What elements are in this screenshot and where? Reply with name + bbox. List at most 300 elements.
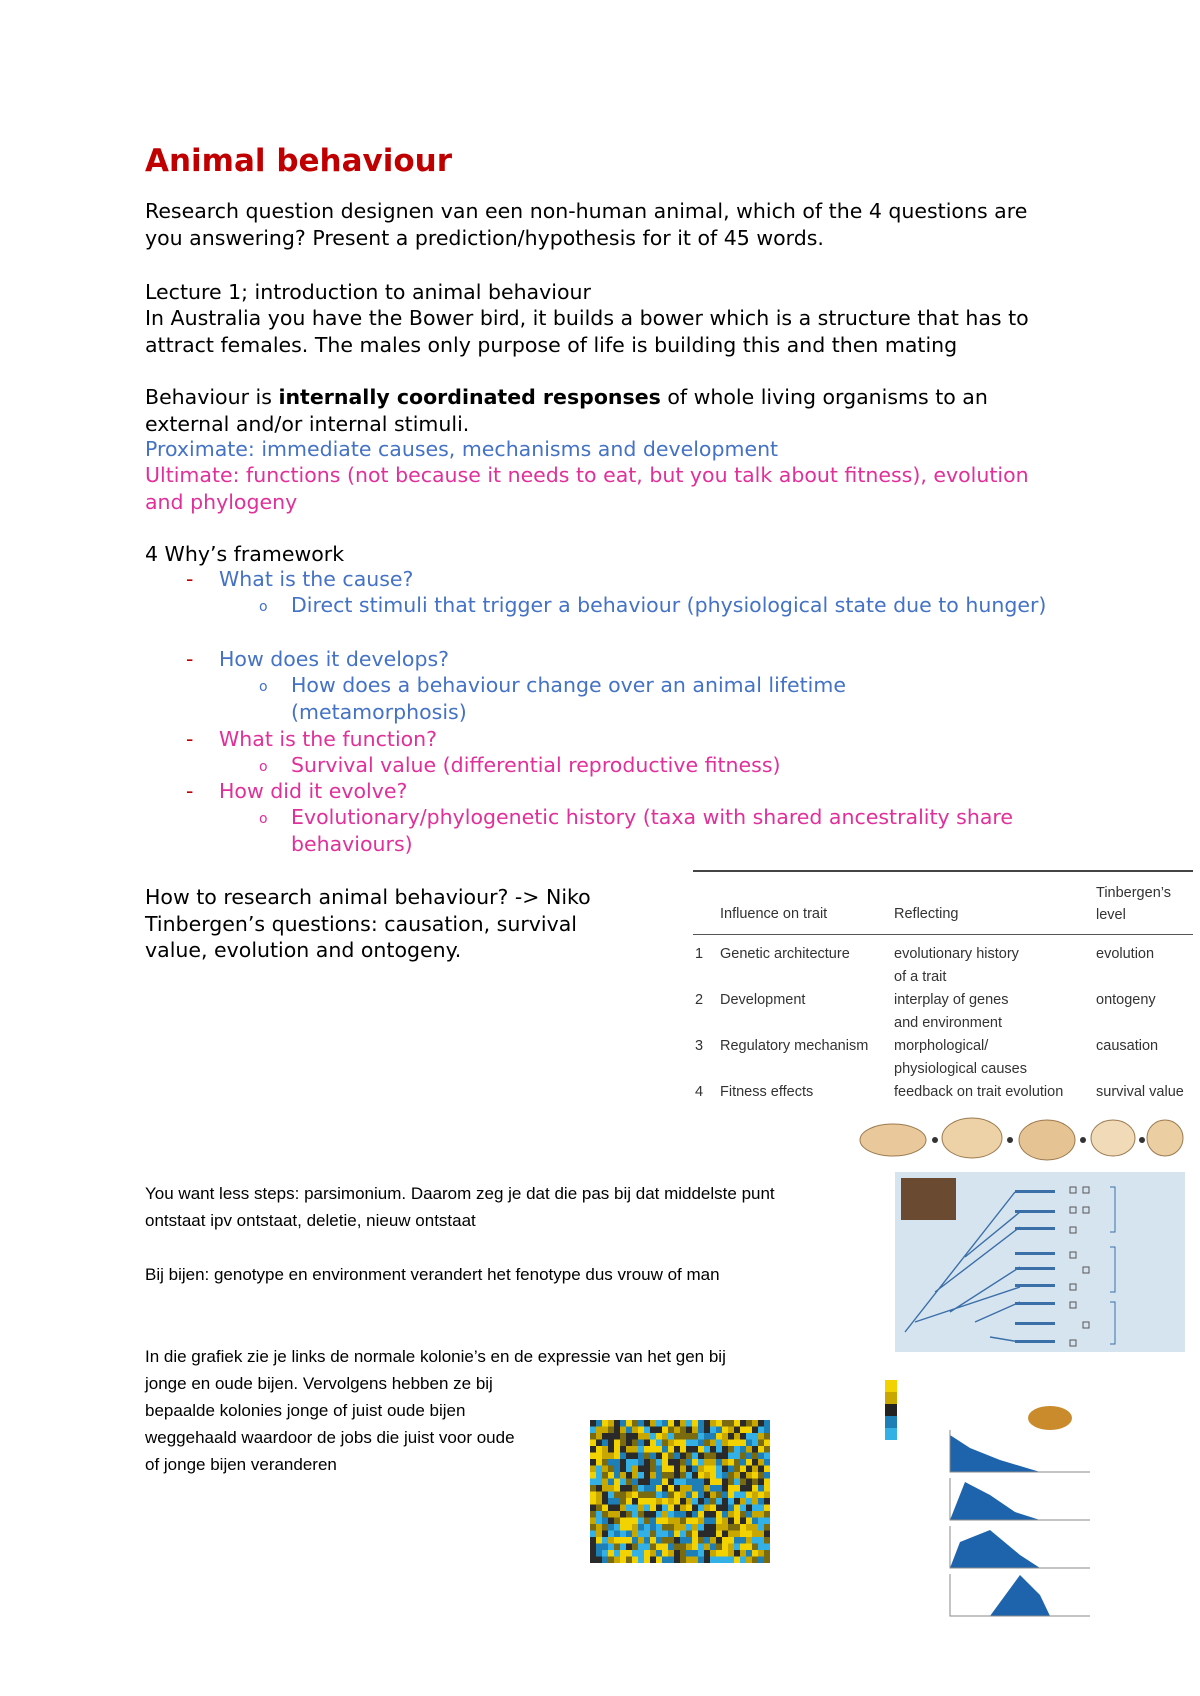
heatmap-cell: [626, 1518, 632, 1525]
heatmap-cell: [746, 1427, 752, 1434]
heatmap-cell: [740, 1459, 746, 1466]
heatmap-cell: [752, 1492, 758, 1499]
heatmap-cell: [734, 1492, 740, 1499]
heatmap-cell: [710, 1518, 716, 1525]
heatmap-cell: [746, 1511, 752, 1518]
heatmap-cell: [638, 1537, 644, 1544]
heatmap-cell: [656, 1466, 662, 1473]
heatmap-cell: [608, 1446, 614, 1453]
heatmap-cell: [680, 1544, 686, 1551]
heatmap-cell: [710, 1544, 716, 1551]
heatmap-cell: [656, 1446, 662, 1453]
heatmap-cell: [722, 1420, 728, 1427]
heatmap-cell: [602, 1557, 608, 1564]
heatmap-cell: [614, 1498, 620, 1505]
heatmap-cell: [680, 1511, 686, 1518]
heatmap-figure: [530, 1380, 930, 1580]
heatmap-cell: [752, 1420, 758, 1427]
heatmap-cell: [632, 1544, 638, 1551]
heatmap-cell: [602, 1472, 608, 1479]
heatmap-cell: [758, 1531, 764, 1538]
heatmap-cell: [698, 1485, 704, 1492]
heatmap-cell: [626, 1498, 632, 1505]
heatmap-cell: [722, 1479, 728, 1486]
heatmap-cell: [668, 1557, 674, 1564]
framework-a1: Direct stimuli that trigger a behaviour (physiological state due to hunger): [291, 593, 1047, 617]
heatmap-cell: [746, 1472, 752, 1479]
heatmap-cell: [698, 1459, 704, 1466]
heatmap-cell: [638, 1433, 644, 1440]
dash-marker: -: [186, 779, 194, 803]
heatmap-cell: [764, 1505, 770, 1512]
heatmap-cell: [710, 1459, 716, 1466]
heatmap-cell: [740, 1537, 746, 1544]
heatmap-cell: [614, 1453, 620, 1460]
heatmap-cell: [602, 1427, 608, 1434]
heatmap-cell: [704, 1524, 710, 1531]
heatmap-cell: [626, 1505, 632, 1512]
heatmap-cell: [590, 1453, 596, 1460]
heatmap-cell: [746, 1453, 752, 1460]
heatmap-cell: [728, 1459, 734, 1466]
heatmap-cell: [758, 1518, 764, 1525]
heatmap-cell: [752, 1557, 758, 1564]
heatmap-cell: [764, 1459, 770, 1466]
heatmap-cell: [692, 1557, 698, 1564]
heatmap-cell: [656, 1479, 662, 1486]
heatmap-cell: [710, 1433, 716, 1440]
graph-note-rest: jonge en oude bijen. Vervolgens hebben ze bij bepaalde kolonies jonge of juist oude bijen weggehaald waardoor de jobs die juist voor oude of jonge bijen veranderen: [145, 1374, 515, 1474]
heatmap-cell: [740, 1420, 746, 1427]
heatmap-cell: [740, 1440, 746, 1447]
heatmap-cell: [758, 1550, 764, 1557]
heatmap-cell: [596, 1446, 602, 1453]
heatmap-cell: [608, 1505, 614, 1512]
heatmap-cell: [596, 1557, 602, 1564]
heatmap-cell: [614, 1537, 620, 1544]
heatmap-cell: [752, 1524, 758, 1531]
heatmap-cell: [704, 1472, 710, 1479]
heatmap-cell: [746, 1531, 752, 1538]
heatmap-cell: [698, 1479, 704, 1486]
heatmap-cell: [656, 1518, 662, 1525]
heatmap-cell: [692, 1427, 698, 1434]
heatmap-cell: [704, 1446, 710, 1453]
heatmap-cell: [614, 1472, 620, 1479]
heatmap-cell: [692, 1420, 698, 1427]
heatmap-cell: [662, 1531, 668, 1538]
heatmap-cell: [734, 1427, 740, 1434]
heatmap-cell: [680, 1440, 686, 1447]
heatmap-cell: [674, 1544, 680, 1551]
heatmap-cell: [650, 1466, 656, 1473]
heatmap-cell: [722, 1466, 728, 1473]
heatmap-cell: [722, 1453, 728, 1460]
heatmap-cell: [662, 1544, 668, 1551]
heatmap-cell: [764, 1427, 770, 1434]
heatmap-cell: [650, 1459, 656, 1466]
heatmap-cell: [710, 1550, 716, 1557]
heatmap-cell: [722, 1498, 728, 1505]
heatmap-cell: [608, 1518, 614, 1525]
heatmap-cell: [704, 1433, 710, 1440]
heatmap-cell: [692, 1459, 698, 1466]
heatmap-cell: [752, 1446, 758, 1453]
heatmap-cell: [758, 1420, 764, 1427]
heatmap-cell: [752, 1518, 758, 1525]
heatmap-cell: [644, 1537, 650, 1544]
heatmap-cell: [692, 1498, 698, 1505]
heatmap-cell: [698, 1420, 704, 1427]
heatmap-cell: [692, 1433, 698, 1440]
heatmap-cell: [764, 1557, 770, 1564]
heatmap-cell: [608, 1544, 614, 1551]
heatmap-cell: [590, 1511, 596, 1518]
heatmap-cell: [668, 1427, 674, 1434]
heatmap-cell: [608, 1433, 614, 1440]
heatmap-cell: [716, 1518, 722, 1525]
heatmap-cell: [764, 1498, 770, 1505]
heatmap-cell: [590, 1440, 596, 1447]
heatmap-cell: [632, 1453, 638, 1460]
heatmap-cell: [752, 1550, 758, 1557]
heatmap-cell: [728, 1485, 734, 1492]
behaviour-definition: Behaviour is internally coordinated responses of whole living organisms to an external and/or internal stimuli.: [145, 385, 988, 436]
heatmap-cell: [692, 1550, 698, 1557]
heatmap-cell: [632, 1440, 638, 1447]
heatmap-cell: [590, 1466, 596, 1473]
heatmap-cell: [590, 1446, 596, 1453]
heatmap-cell: [686, 1498, 692, 1505]
heatmap-cell: [668, 1472, 674, 1479]
heatmap-cell: [710, 1472, 716, 1479]
heatmap-cell: [590, 1557, 596, 1564]
heatmap-cell: [674, 1537, 680, 1544]
heatmap-cell: [602, 1492, 608, 1499]
heatmap-cell: [710, 1492, 716, 1499]
heatmap-cell: [686, 1459, 692, 1466]
heatmap-cell: [608, 1472, 614, 1479]
heatmap-cell: [644, 1557, 650, 1564]
heatmap-cell: [590, 1498, 596, 1505]
heatmap-cell: [674, 1505, 680, 1512]
heatmap-cell: [734, 1466, 740, 1473]
heatmap-cell: [674, 1459, 680, 1466]
heatmap-cell: [734, 1420, 740, 1427]
heatmap-cell: [632, 1427, 638, 1434]
heatmap-cell: [710, 1485, 716, 1492]
heatmap-cell: [662, 1472, 668, 1479]
heatmap-cell: [674, 1466, 680, 1473]
heatmap-cell: [596, 1537, 602, 1544]
heatmap-cell: [734, 1446, 740, 1453]
heatmap-cell: [740, 1472, 746, 1479]
heatmap-cell: [716, 1531, 722, 1538]
heatmap-cell: [590, 1518, 596, 1525]
heatmap-cell: [662, 1518, 668, 1525]
heatmap-cell: [722, 1544, 728, 1551]
heatmap-cell: [596, 1440, 602, 1447]
heatmap-cell: [680, 1485, 686, 1492]
heatmap-cell: [746, 1557, 752, 1564]
heatmap-cell: [692, 1479, 698, 1486]
heatmap-cell: [686, 1433, 692, 1440]
heatmap-cell: [710, 1524, 716, 1531]
heatmap-cell: [704, 1505, 710, 1512]
heatmap-cell: [764, 1511, 770, 1518]
heatmap-cell: [626, 1544, 632, 1551]
heatmap-cell: [632, 1433, 638, 1440]
heatmap-cell: [638, 1485, 644, 1492]
heatmap-cell: [680, 1446, 686, 1453]
heatmap-cell: [716, 1472, 722, 1479]
heatmap-cell: [638, 1492, 644, 1499]
heatmap-cell: [686, 1492, 692, 1499]
heatmap-cell: [740, 1557, 746, 1564]
bullet-marker: o: [259, 679, 268, 695]
heatmap-cell: [722, 1518, 728, 1525]
heatmap-cell: [602, 1459, 608, 1466]
heatmap-cell: [746, 1485, 752, 1492]
heatmap-cell: [734, 1524, 740, 1531]
heatmap-cell: [632, 1531, 638, 1538]
heatmap-cell: [716, 1446, 722, 1453]
heatmap-cell: [704, 1459, 710, 1466]
heatmap-cell: [596, 1472, 602, 1479]
heatmap-cell: [644, 1505, 650, 1512]
heatmap-cell: [632, 1518, 638, 1525]
heatmap-cell: [620, 1485, 626, 1492]
heatmap-cell: [728, 1427, 734, 1434]
heatmap-cell: [716, 1427, 722, 1434]
heatmap-cell: [614, 1511, 620, 1518]
heatmap-cell: [620, 1427, 626, 1434]
heatmap-cell: [632, 1492, 638, 1499]
heatmap-cell: [644, 1518, 650, 1525]
heatmap-cell: [644, 1479, 650, 1486]
heatmap-cell: [656, 1459, 662, 1466]
heatmap-cell: [686, 1466, 692, 1473]
heatmap-cell: [614, 1446, 620, 1453]
heatmap-cell: [602, 1537, 608, 1544]
heatmap-cell: [656, 1505, 662, 1512]
heatmap-cell: [644, 1498, 650, 1505]
heatmap-cell: [632, 1557, 638, 1564]
heatmap-cell: [608, 1427, 614, 1434]
research-paragraph: How to research animal behaviour? -> Niko Tinbergen’s questions: causation, survival value, evolution and ontogeny.: [145, 885, 591, 962]
heatmap-cell: [626, 1446, 632, 1453]
heatmap-cell: [668, 1433, 674, 1440]
heatmap-cell: [596, 1453, 602, 1460]
heatmap-cell: [752, 1511, 758, 1518]
heatmap-cell: [620, 1453, 626, 1460]
heatmap-cell: [758, 1427, 764, 1434]
bower-paragraph: In Australia you have the Bower bird, it builds a bower which is a structure that has to attract females. The males only purpose of life is building this and then mating: [145, 306, 1029, 357]
heatmap-cell: [680, 1557, 686, 1564]
heatmap-cell: [650, 1550, 656, 1557]
heatmap-cell: [620, 1492, 626, 1499]
heatmap-cell: [722, 1524, 728, 1531]
heatmap-cell: [596, 1459, 602, 1466]
heatmap-cell: [662, 1511, 668, 1518]
heatmap-cell: [632, 1479, 638, 1486]
framework-q1: What is the cause?: [219, 567, 414, 591]
heatmap-cell: [746, 1479, 752, 1486]
heatmap-cell: [662, 1440, 668, 1447]
heatmap-cell: [620, 1420, 626, 1427]
heatmap-cell: [758, 1446, 764, 1453]
heatmap-cell: [614, 1427, 620, 1434]
heatmap-cell: [602, 1446, 608, 1453]
heatmap-cell: [650, 1433, 656, 1440]
heatmap-cell: [608, 1537, 614, 1544]
page-title: Animal behaviour: [145, 143, 453, 179]
heatmap-cell: [764, 1466, 770, 1473]
heatmap-cell: [716, 1420, 722, 1427]
heatmap-cell: [746, 1446, 752, 1453]
heatmap-cell: [722, 1459, 728, 1466]
heatmap-cell: [716, 1498, 722, 1505]
heatmap-cell: [704, 1453, 710, 1460]
heatmap-cell: [692, 1466, 698, 1473]
heatmap-cell: [710, 1557, 716, 1564]
dash-marker: -: [186, 567, 194, 591]
heatmap-cell: [710, 1498, 716, 1505]
heatmap-cell: [620, 1446, 626, 1453]
larvae-illustration: [855, 1110, 1185, 1170]
heatmap-cell: [620, 1544, 626, 1551]
heatmap-cell: [686, 1446, 692, 1453]
heatmap-cell: [698, 1492, 704, 1499]
heatmap-cell: [602, 1498, 608, 1505]
heatmap-cell: [764, 1433, 770, 1440]
heatmap-cell: [746, 1524, 752, 1531]
heatmap-cell: [614, 1479, 620, 1486]
heatmap-cell: [596, 1544, 602, 1551]
heatmap-cell: [620, 1518, 626, 1525]
heatmap-cell: [734, 1485, 740, 1492]
heatmap-cell: [602, 1550, 608, 1557]
heatmap-cell: [704, 1511, 710, 1518]
heatmap-cell: [596, 1420, 602, 1427]
heatmap-cell: [608, 1531, 614, 1538]
heatmap-cell: [608, 1420, 614, 1427]
heatmap-cell: [650, 1531, 656, 1538]
heatmap-cell: [656, 1550, 662, 1557]
heatmap-cell: [602, 1440, 608, 1447]
heatmap-cell: [686, 1511, 692, 1518]
heatmap-cell: [662, 1498, 668, 1505]
heatmap-cell: [686, 1557, 692, 1564]
heatmap-cell: [764, 1550, 770, 1557]
heatmap-cell: [758, 1557, 764, 1564]
heatmap-cell: [686, 1550, 692, 1557]
heatmap-cell: [638, 1420, 644, 1427]
bullet-marker: o: [259, 599, 268, 615]
heatmap-cell: [704, 1544, 710, 1551]
heatmap-cell: [710, 1537, 716, 1544]
heatmap-cell: [602, 1531, 608, 1538]
heatmap-cell: [674, 1453, 680, 1460]
heatmap-cell: [590, 1459, 596, 1466]
heatmap-cell: [626, 1511, 632, 1518]
heatmap-cell: [626, 1433, 632, 1440]
heatmap-cell: [734, 1453, 740, 1460]
heatmap-cell: [590, 1550, 596, 1557]
heatmap-cell: [716, 1453, 722, 1460]
heatmap-cell: [614, 1505, 620, 1512]
heatmap-cell: [596, 1518, 602, 1525]
bees-note: Bij bijen: genotype en environment verandert het fenotype dus vrouw of man: [145, 1265, 720, 1284]
heatmap-cell: [704, 1485, 710, 1492]
heatmap-cell: [650, 1537, 656, 1544]
heatmap-cell: [734, 1440, 740, 1447]
heatmap-cell: [638, 1427, 644, 1434]
heatmap-cell: [620, 1466, 626, 1473]
heatmap-cell: [620, 1505, 626, 1512]
heatmap-cell: [656, 1492, 662, 1499]
heatmap-cell: [608, 1524, 614, 1531]
heatmap-cell: [728, 1511, 734, 1518]
heatmap-cell: [704, 1440, 710, 1447]
heatmap-cell: [644, 1544, 650, 1551]
heatmap-cell: [650, 1492, 656, 1499]
heatmap-cell: [740, 1446, 746, 1453]
framework-heading: 4 Why’s framework: [145, 542, 345, 566]
heatmap-cell: [710, 1453, 716, 1460]
heatmap-cell: [704, 1466, 710, 1473]
heatmap-cell: [620, 1472, 626, 1479]
heatmap-cell: [632, 1485, 638, 1492]
heatmap-cell: [662, 1492, 668, 1499]
heatmap-cell: [692, 1524, 698, 1531]
heatmap-cell: [656, 1498, 662, 1505]
heatmap-cell: [608, 1557, 614, 1564]
heatmap-cell: [644, 1485, 650, 1492]
heatmap-cell: [662, 1427, 668, 1434]
heatmap-cell: [752, 1459, 758, 1466]
framework-q4: How did it evolve?: [219, 779, 408, 803]
heatmap-cell: [632, 1498, 638, 1505]
heatmap-cell: [656, 1453, 662, 1460]
heatmap-cell: [758, 1498, 764, 1505]
heatmap-cell: [644, 1531, 650, 1538]
intro-paragraph: Research question designen van een non-human animal, which of the 4 questions are you answering? Present a prediction/hypothesis for it of 45 words.: [145, 199, 1028, 250]
heatmap-cell: [722, 1511, 728, 1518]
heatmap-cell: [722, 1550, 728, 1557]
heatmap-cell: [698, 1453, 704, 1460]
heatmap-cell: [704, 1537, 710, 1544]
heatmap-cell: [632, 1505, 638, 1512]
heatmap-cell: [626, 1524, 632, 1531]
heatmap-cell: [692, 1537, 698, 1544]
heatmap-cell: [590, 1492, 596, 1499]
heatmap-cell: [722, 1531, 728, 1538]
heatmap-cell: [686, 1485, 692, 1492]
header-reflecting: Reflecting: [894, 906, 959, 922]
heatmap-cell: [728, 1550, 734, 1557]
heatmap-cell: [752, 1472, 758, 1479]
heatmap-cell: [668, 1420, 674, 1427]
heatmap-cell: [590, 1420, 596, 1427]
heatmap-cell: [764, 1479, 770, 1486]
lecture-heading: Lecture 1; introduction to animal behaviour: [145, 280, 591, 304]
heatmap-cell: [764, 1518, 770, 1525]
heatmap-cell: [650, 1485, 656, 1492]
heatmap-cell: [674, 1472, 680, 1479]
heatmap-cell: [716, 1550, 722, 1557]
heatmap-cell: [692, 1544, 698, 1551]
